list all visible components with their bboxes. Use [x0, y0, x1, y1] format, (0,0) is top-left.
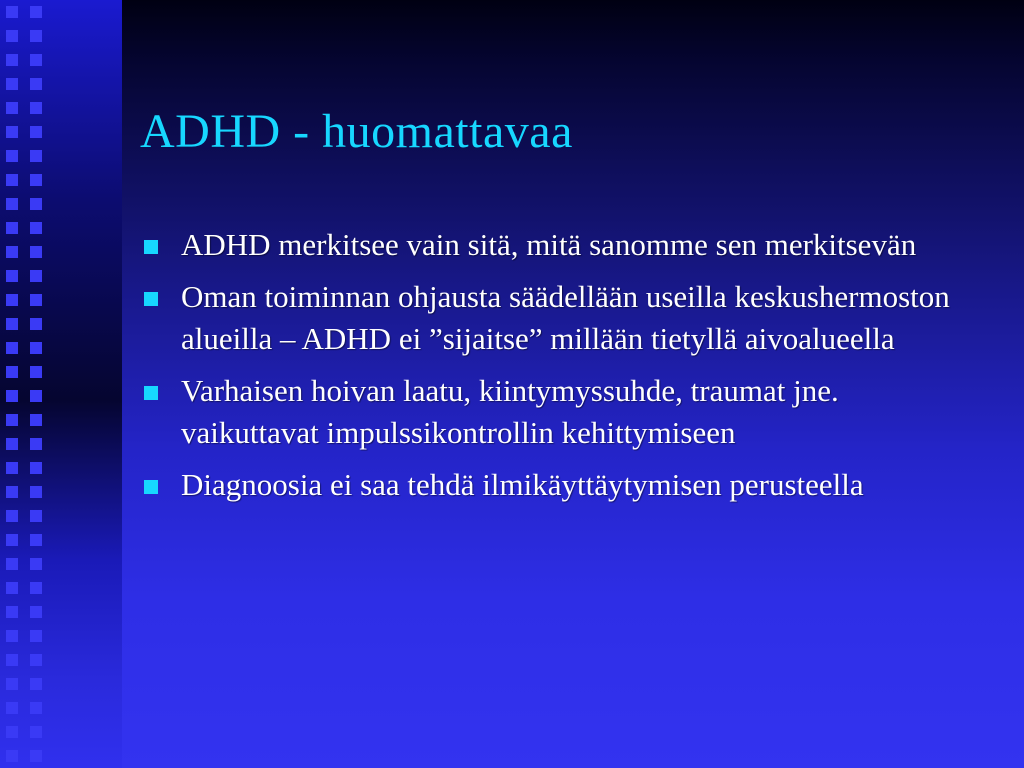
decorative-square: [30, 414, 42, 426]
decorative-square: [6, 318, 18, 330]
square-bullet-icon: [144, 240, 158, 254]
decorative-square: [30, 462, 42, 474]
decorative-square: [6, 6, 18, 18]
bullet-text: ADHD merkitsee vain sitä, mitä sanomme sen merkitsevän: [181, 227, 917, 262]
decorative-square: [30, 342, 42, 354]
decorative-square: [30, 510, 42, 522]
bullet-item: [144, 370, 984, 454]
square-bullet-icon: [144, 292, 158, 306]
decorative-square: [6, 174, 18, 186]
decorative-square: [6, 54, 18, 66]
decorative-square: [30, 270, 42, 282]
decorative-square-column-left: [6, 0, 20, 768]
bullet-text: Varhaisen hoivan laatu, kiintymyssuhde, traumat jne. vaikuttavat impulssikontrollin kehittymiseen: [181, 373, 839, 450]
bullet-item: [144, 276, 984, 360]
decorative-square: [30, 222, 42, 234]
decorative-square: [6, 150, 18, 162]
decorative-square: [30, 30, 42, 42]
decorative-square: [6, 486, 18, 498]
slide-title: ADHD - huomattavaa: [140, 105, 573, 158]
decorative-square: [6, 750, 18, 762]
decorative-square: [6, 414, 18, 426]
decorative-square: [30, 294, 42, 306]
bullet-item: [144, 464, 984, 506]
decorative-square: [6, 462, 18, 474]
bullet-item: [144, 224, 984, 266]
decorative-square: [30, 174, 42, 186]
decorative-square: [30, 390, 42, 402]
decorative-square: [6, 222, 18, 234]
decorative-square: [6, 702, 18, 714]
decorative-square: [30, 558, 42, 570]
decorative-square: [30, 582, 42, 594]
decorative-square: [30, 198, 42, 210]
decorative-square: [6, 606, 18, 618]
decorative-square: [6, 630, 18, 642]
decorative-square: [6, 198, 18, 210]
decorative-square: [6, 126, 18, 138]
bullet-text: Diagnoosia ei saa tehdä ilmikäyttäytymisen perusteella: [181, 467, 864, 502]
decorative-square: [30, 606, 42, 618]
decorative-square: [6, 390, 18, 402]
decorative-square: [6, 30, 18, 42]
decorative-square: [6, 534, 18, 546]
decorative-square-column-right: [30, 0, 44, 768]
decorative-square: [6, 366, 18, 378]
decorative-square: [30, 126, 42, 138]
decorative-square: [6, 558, 18, 570]
decorative-square: [30, 486, 42, 498]
decorative-square: [30, 6, 42, 18]
decorative-square: [30, 78, 42, 90]
decorative-square: [6, 246, 18, 258]
decorative-square: [30, 702, 42, 714]
bullet-text: Oman toiminnan ohjausta säädellään useilla keskushermoston alueilla – ADHD ei ”sijaitse” millään tietyllä aivoalueella: [181, 279, 950, 356]
decorative-square: [30, 654, 42, 666]
decorative-square: [6, 78, 18, 90]
decorative-square: [30, 726, 42, 738]
decorative-square: [30, 102, 42, 114]
decorative-left-band: [0, 0, 122, 768]
decorative-square: [6, 270, 18, 282]
decorative-square: [30, 150, 42, 162]
decorative-square: [30, 246, 42, 258]
decorative-square: [30, 318, 42, 330]
decorative-square: [6, 726, 18, 738]
decorative-square: [6, 294, 18, 306]
decorative-square: [30, 534, 42, 546]
decorative-square: [30, 630, 42, 642]
decorative-square: [6, 438, 18, 450]
square-bullet-icon: [144, 386, 158, 400]
decorative-square: [6, 582, 18, 594]
decorative-square: [6, 102, 18, 114]
decorative-square: [30, 438, 42, 450]
decorative-square: [30, 54, 42, 66]
decorative-square: [30, 750, 42, 762]
decorative-square: [6, 510, 18, 522]
bullet-list: [144, 224, 984, 516]
decorative-square: [30, 366, 42, 378]
decorative-square: [6, 678, 18, 690]
square-bullet-icon: [144, 480, 158, 494]
decorative-square: [30, 678, 42, 690]
decorative-square: [6, 654, 18, 666]
decorative-square: [6, 342, 18, 354]
